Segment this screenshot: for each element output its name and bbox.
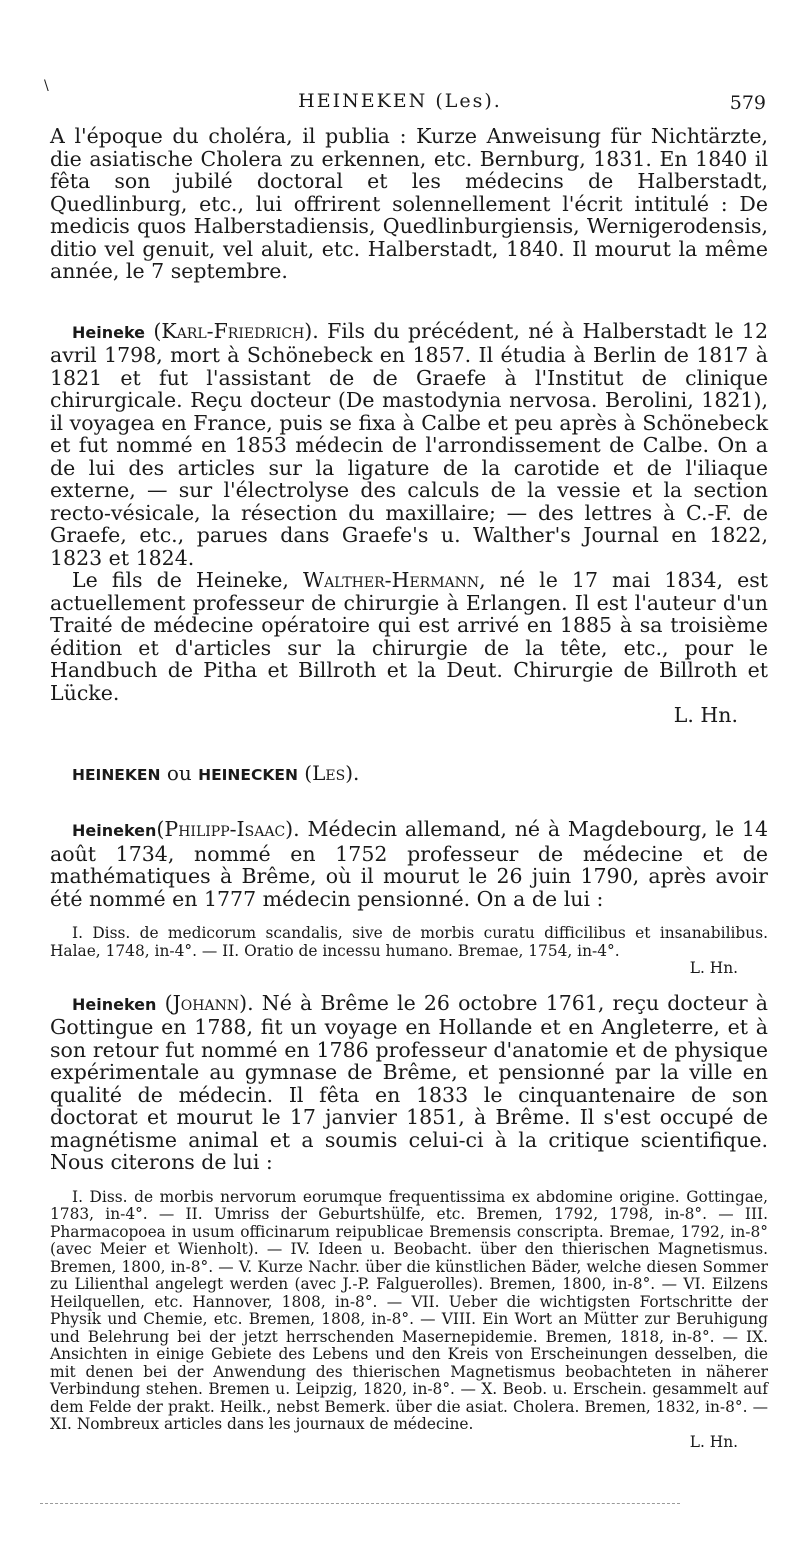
entry-johann: [50, 992, 768, 1452]
son-paragraph: Le fils de Heineke, Walther-Hermann, né le 17 mai 1834, est actuellement professeur de chirurgie à Erlangen. Il est l'auteur d'un Traité de médecine opératoire qui est arrivé en 1885 à sa troisième édition et d'articles sur la chirurgie de la tête, etc., pour le Handbuch de Pitha et Billroth et la Deut. Chirurgie de Billroth et Lücke.: [50, 568, 768, 705]
footer-rule: [40, 1503, 680, 1504]
entry-paragraph: [50, 992, 768, 1174]
entry-name: Heineken: [72, 994, 157, 1014]
works-list: [50, 1189, 768, 1452]
page-number: 579: [729, 92, 766, 114]
entry-text: Né à Brême le 26 octobre 1761, reçu docteur à Gottingue en 1788, fit un voyage en Hollande et en Angleterre, et à son retour fut nommé en 1786 professeur d'anatomie et de physique expérimentale au gymnase de Brême, et pensionné par la ville en qualité de médecin. Il fêta en 1833 le cinquantenaire de son doctorat et mourut le 17 janvier 1851, à Brême. Il s'est occupé de magnétisme animal et a soumis celui-ci à la critique scientifique. Nous citerons de lui :: [50, 990, 768, 1174]
author-signature: L. Hn.: [673, 703, 738, 727]
page-header: [0, 78, 800, 120]
entry-paragraph: [50, 818, 768, 910]
author-signature: L. Hn.: [689, 959, 738, 977]
entry-forename: (Johann).: [164, 990, 254, 1015]
entry-philipp-isaac: [50, 818, 768, 978]
works-text: I. Diss. de medicorum scandalis, sive de morbis curatu difficilibus et insanabilibus. Halae, 1748, in-4°. — II. Oratio de incessu humano. Bremae, 1754, in-4°.: [50, 924, 768, 960]
intro-paragraph: A l'époque du choléra, il publia : Kurze Anweisung für Nichtärzte, die asiatische Cholera zu erkennen, etc. Bernburg, 1831. En 1840 il fêta son jubilé doctoral et les médecins de Halberstadt, Quedlinburg, etc., lui offrirent solennellement l'écrit intitulé : De medicis quos Halberstadiensis, Quedlinburgiensis, Wernigerodensis, ditio vel genuit, vel aluit, etc. Halberstadt, 1840. Il mourut la même année, le 7 septembre.: [50, 124, 768, 283]
page-body: [50, 125, 768, 1451]
running-title: HEINEKEN (Les).: [298, 90, 502, 112]
margin-mark: \: [44, 78, 49, 94]
works-list: [50, 925, 768, 978]
entry-name: Heineke: [72, 322, 146, 342]
entry-name: Heineken: [72, 821, 157, 840]
entry-paragraph: [50, 320, 768, 570]
entry-text: Fils du précédent, né à Halberstadt le 12 avril 1798, mort à Schönebeck en 1857. Il étudia à Berlin de 1817 à 1821 et fut l'assistant de de Graefe à l'Institut de clinique chirurgicale. Reçu docteur (De mastodynia nervosa. Berolini, 1821), il voyagea en France, puis se fixa à Calbe et peu après à Schönebeck et fut nommé en 1853 médecin de l'arrondissement de Calbe. On a de lui des articles sur la ligature de la carotide et de l'iliaque externe, — sur l'électrolyse des calculs de la vessie et la section recto-vésicale, la résection du maxillaire; — des lettres à C.-F. de Graefe, etc., parues dans Graefe's u. Walther's Journal en 1822, 1823 et 1824.: [50, 318, 768, 570]
entry-karl-friedrich: [50, 320, 768, 727]
section-heading: HEINEKEN ou HEINECKEN (Les).: [72, 760, 360, 785]
entry-forename: (Philipp-Isaac).: [156, 817, 300, 841]
entry-forename: (Karl-Friedrich).: [153, 318, 319, 343]
author-signature: L. Hn.: [689, 1432, 738, 1451]
works-text: I. Diss. de morbis nervorum eorumque frequentissima ex abdomine origine. Gottingae, 1783, in-4°. — II. Umriss der Geburtshülfe, etc. Bremen, 1792, 1798, in-8°. — III. Pharmacopoea in usum officinarum reipublicae Bremensis conscripta. Bremae, 1792, in-8° (avec Meier et Wienholt). — IV. Ideen u. Beobacht. über den thierischen Magnetismus. Bremen, 1800, in-8°. — V. Kurze Nachr. über die künstlichen Bäder, welche diesen Sommer zu Lilienthal angelegt werden (avec J.-P. Falguerolles). Bremen, 1800, in-8°. — VI. Eilzens Heilquellen, etc. Hannover, 1808, in-8°. — VII. Ueber die wichtigsten Fortschritte der Physik und Chemie, etc. Bremen, 1808, in-8°. — VIII. Ein Wort an Mütter zur Beruhigung und Belehrung bei der jetzt herrschenden Masernepidemie. Bremen, 1818, in-8°. — IX. Ansichten in einige Gebiete des Lebens und den Kreis von Erscheinungen desselben, die mit denen bei der Anwendung des thierischen Magnetismus beobachteten in näherer Verbindung stehen. Bremen u. Leipzig, 1820, in-8°. — X. Beob. u. Erschein. gesammelt auf dem Felde der prakt. Heilk., nebst Bemerk. über die asiat. Cholera. Bremen, 1832, in-8°. — XI. Nombreux articles dans les journaux de médecine.: [50, 1187, 768, 1433]
entry-text: Médecin allemand, né à Magdebourg, le 14 août 1734, nommé en 1752 professeur de médecine et de mathématiques à Brême, où il mourut le 26 juin 1790, après avoir été nommé en 1777 médecin pensionné. On a de lui :: [50, 817, 768, 911]
son-name: Walther-Hermann: [303, 568, 480, 592]
